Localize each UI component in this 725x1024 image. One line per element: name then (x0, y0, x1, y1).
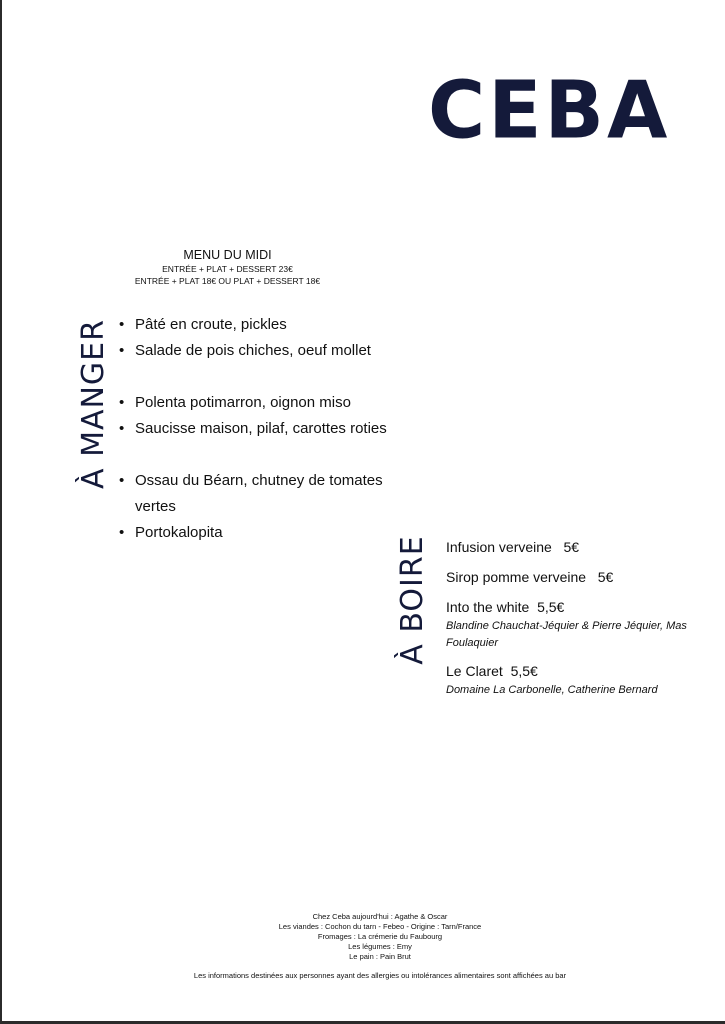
list-item (119, 390, 409, 416)
drink-item (446, 660, 716, 699)
brand-logo: CEBA (428, 65, 671, 157)
drink-name: Le Claret (446, 663, 503, 679)
bullet-icon: • (119, 472, 125, 489)
drinks-list (446, 536, 716, 707)
drink-name: Sirop pomme verveine (446, 569, 587, 585)
food-item-text: Saucisse maison, pilaf, carottes roties (135, 420, 387, 437)
menu-price-line-2: ENTRÉE + PLAT 18€ OU PLAT + DESSERT 18€ (134, 276, 321, 286)
drink-price: 5€ (597, 569, 614, 585)
menu-header (95, 248, 360, 287)
page-border-left (0, 0, 2, 1024)
allergy-note: Les informations destinées aux personnes ayant des allergies ou intolérances alimentaires sont affichées au bar (193, 971, 567, 980)
spacer (119, 364, 409, 390)
drink-price: 5,5€ (510, 663, 538, 679)
food-item-text: Portokalopita (135, 524, 223, 541)
food-item-text: Ossau du Béarn, chutney de tomates vertes (135, 472, 383, 515)
drink-producer: Domaine La Carbonelle, Catherine Bernard (446, 684, 658, 696)
footer (0, 912, 725, 981)
footer-line: Les légumes : Emy (348, 942, 412, 951)
footer-line: Fromages : La crémerie du Faubourg (317, 932, 443, 941)
footer-line: Les viandes : Cochon du tarn - Febeo - Origine : Tarn/France (278, 922, 482, 931)
drink-price: 5€ (563, 539, 580, 555)
list-item (119, 468, 409, 520)
footer-line: Le pain : Pain Brut (349, 952, 411, 961)
footer-line: Chez Ceba aujourd'hui : Agathe & Oscar (312, 912, 448, 921)
list-item (119, 416, 409, 442)
drink-item (446, 566, 716, 588)
list-item (119, 338, 409, 364)
a-manger-heading: À MANGER (76, 319, 111, 489)
a-boire-heading: À BOIRE (395, 535, 430, 665)
list-item (119, 312, 409, 338)
food-list (119, 312, 409, 546)
bullet-icon: • (119, 420, 125, 437)
food-item-text: Pâté en croute, pickles (135, 316, 287, 333)
food-item-text: Polenta potimarron, oignon miso (135, 394, 351, 411)
bullet-icon: • (119, 316, 125, 333)
food-item-text: Salade de pois chiches, oeuf mollet (135, 342, 371, 359)
bullet-icon: • (119, 342, 125, 359)
menu-title: MENU DU MIDI (183, 248, 272, 262)
drink-name: Infusion verveine (446, 539, 552, 555)
list-item (119, 520, 409, 546)
menu-price-line-1: ENTRÉE + PLAT + DESSERT 23€ (162, 264, 293, 274)
drink-name: Into the white (446, 599, 530, 615)
drink-item (446, 596, 716, 652)
drink-item (446, 536, 716, 558)
bullet-icon: • (119, 394, 125, 411)
spacer (119, 442, 409, 468)
bullet-icon: • (119, 524, 125, 541)
drink-producer: Blandine Chauchat-Jéquier & Pierre Jéquier, Mas Foulaquier (446, 620, 687, 649)
drink-price: 5,5€ (537, 599, 565, 615)
